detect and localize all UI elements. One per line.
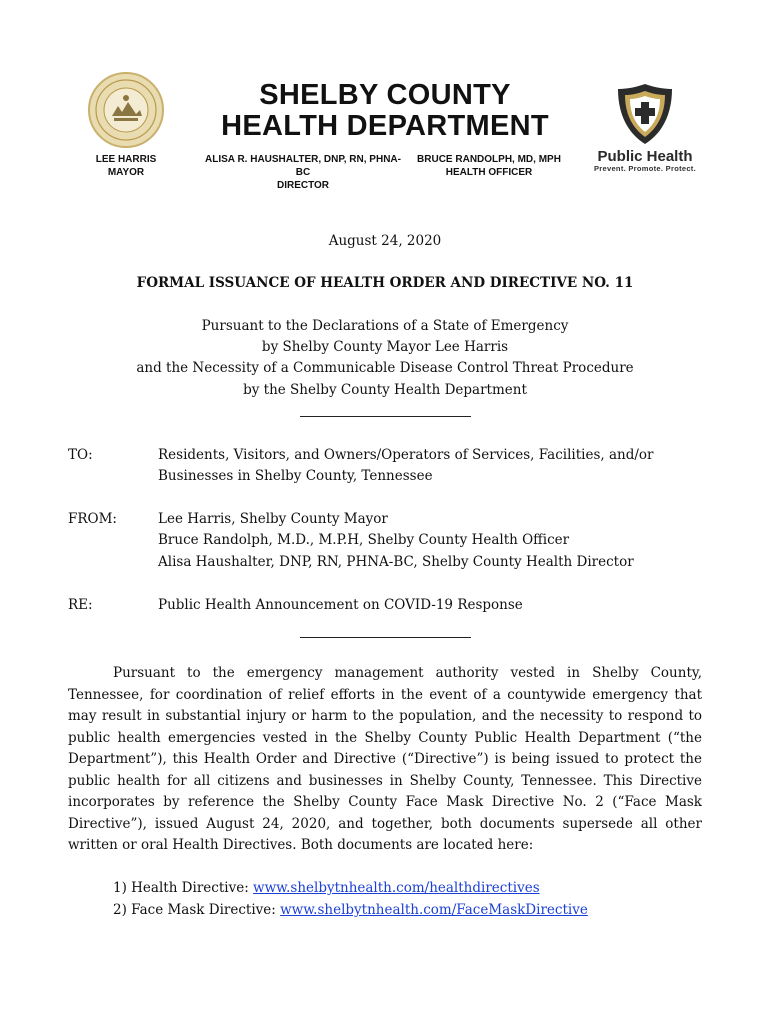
officer-block — [414, 153, 564, 179]
mayor-block — [78, 153, 174, 179]
title-line-1: SHELBY COUNTY — [259, 79, 511, 111]
re-line: Public Health Announcement on COVID-19 Response — [158, 597, 523, 613]
director-role: DIRECTOR — [276, 180, 330, 191]
list-prefix: 1) Health Directive: — [113, 880, 254, 896]
re-label: RE: — [68, 597, 93, 613]
from-line-2: Bruce Randolph, M.D., M.P.H, Shelby County Health Officer — [158, 532, 570, 548]
to-line-1: Residents, Visitors, and Owners/Operators of Services, Facilities, and/or — [158, 447, 654, 463]
list-prefix: 2) Face Mask Directive: — [113, 902, 281, 918]
director-block — [198, 153, 408, 192]
public-health-shield-logo — [616, 82, 674, 146]
preamble-line-4: by the Shelby County Health Department — [243, 382, 527, 398]
to-line-2: Businesses in Shelby County, Tennessee — [158, 468, 433, 484]
director-name: ALISA R. HAUSHALTER, DNP, RN, PHNA-BC — [205, 154, 401, 178]
public-health-logo-tagline: Prevent. Promote. Protect. — [594, 164, 696, 173]
officer-role: HEALTH OFFICER — [445, 167, 533, 178]
from-line-3: Alisa Haushalter, DNP, RN, PHNA-BC, Shelby County Health Director — [158, 554, 634, 570]
title-line-2: HEALTH DEPARTMENT — [221, 110, 549, 142]
preamble-line-2: by Shelby County Mayor Lee Harris — [261, 339, 509, 355]
face-mask-directive-link[interactable]: www.shelbytnhealth.com/FaceMaskDirective — [280, 902, 588, 918]
divider-rule-2 — [300, 637, 471, 638]
mayor-role: MAYOR — [107, 167, 145, 178]
list-item-face-mask-directive — [113, 900, 588, 922]
public-health-logo-title: Public Health — [597, 148, 693, 165]
body-paragraph: Pursuant to the emergency management authority vested in Shelby County, Tennessee, for coordination of relief efforts in the event of a countywide emergency that may result in substantial injury or harm to the population, and the necessity to respond to public health emergencies vested in the Shelby County Public Health Department (“the Department”), this Health Order and Directive (“Directive”) is being issued to protect the public health for all citizens and businesses in Shelby County, Tennessee. This Directive incorporates by reference the Shelby County Face Mask Directive No. 2 (“Face Mask Directive”), issued August 24, 2020, and together, both documents supersede all other written or oral Health Directives. Both documents are located here: — [68, 665, 702, 853]
health-directive-link[interactable]: www.shelbytnhealth.com/healthdirectives — [253, 880, 540, 896]
preamble-line-3: and the Necessity of a Communicable Disease Control Threat Procedure — [136, 360, 634, 376]
divider-rule-1 — [300, 416, 471, 417]
from-line-1: Lee Harris, Shelby County Mayor — [158, 511, 388, 527]
preamble-line-1: Pursuant to the Declarations of a State of Emergency — [201, 318, 569, 334]
county-seal-logo — [88, 72, 164, 148]
officer-name: BRUCE RANDOLPH, MD, MPH — [417, 154, 561, 165]
from-label: FROM: — [68, 511, 117, 527]
mayor-name: LEE HARRIS — [95, 154, 157, 165]
department-title — [200, 80, 570, 142]
document-date: August 24, 2020 — [328, 233, 442, 249]
to-label: TO: — [68, 447, 93, 463]
document-heading: FORMAL ISSUANCE OF HEALTH ORDER AND DIRECTIVE NO. 11 — [136, 275, 634, 291]
list-item-health-directive — [113, 878, 540, 900]
